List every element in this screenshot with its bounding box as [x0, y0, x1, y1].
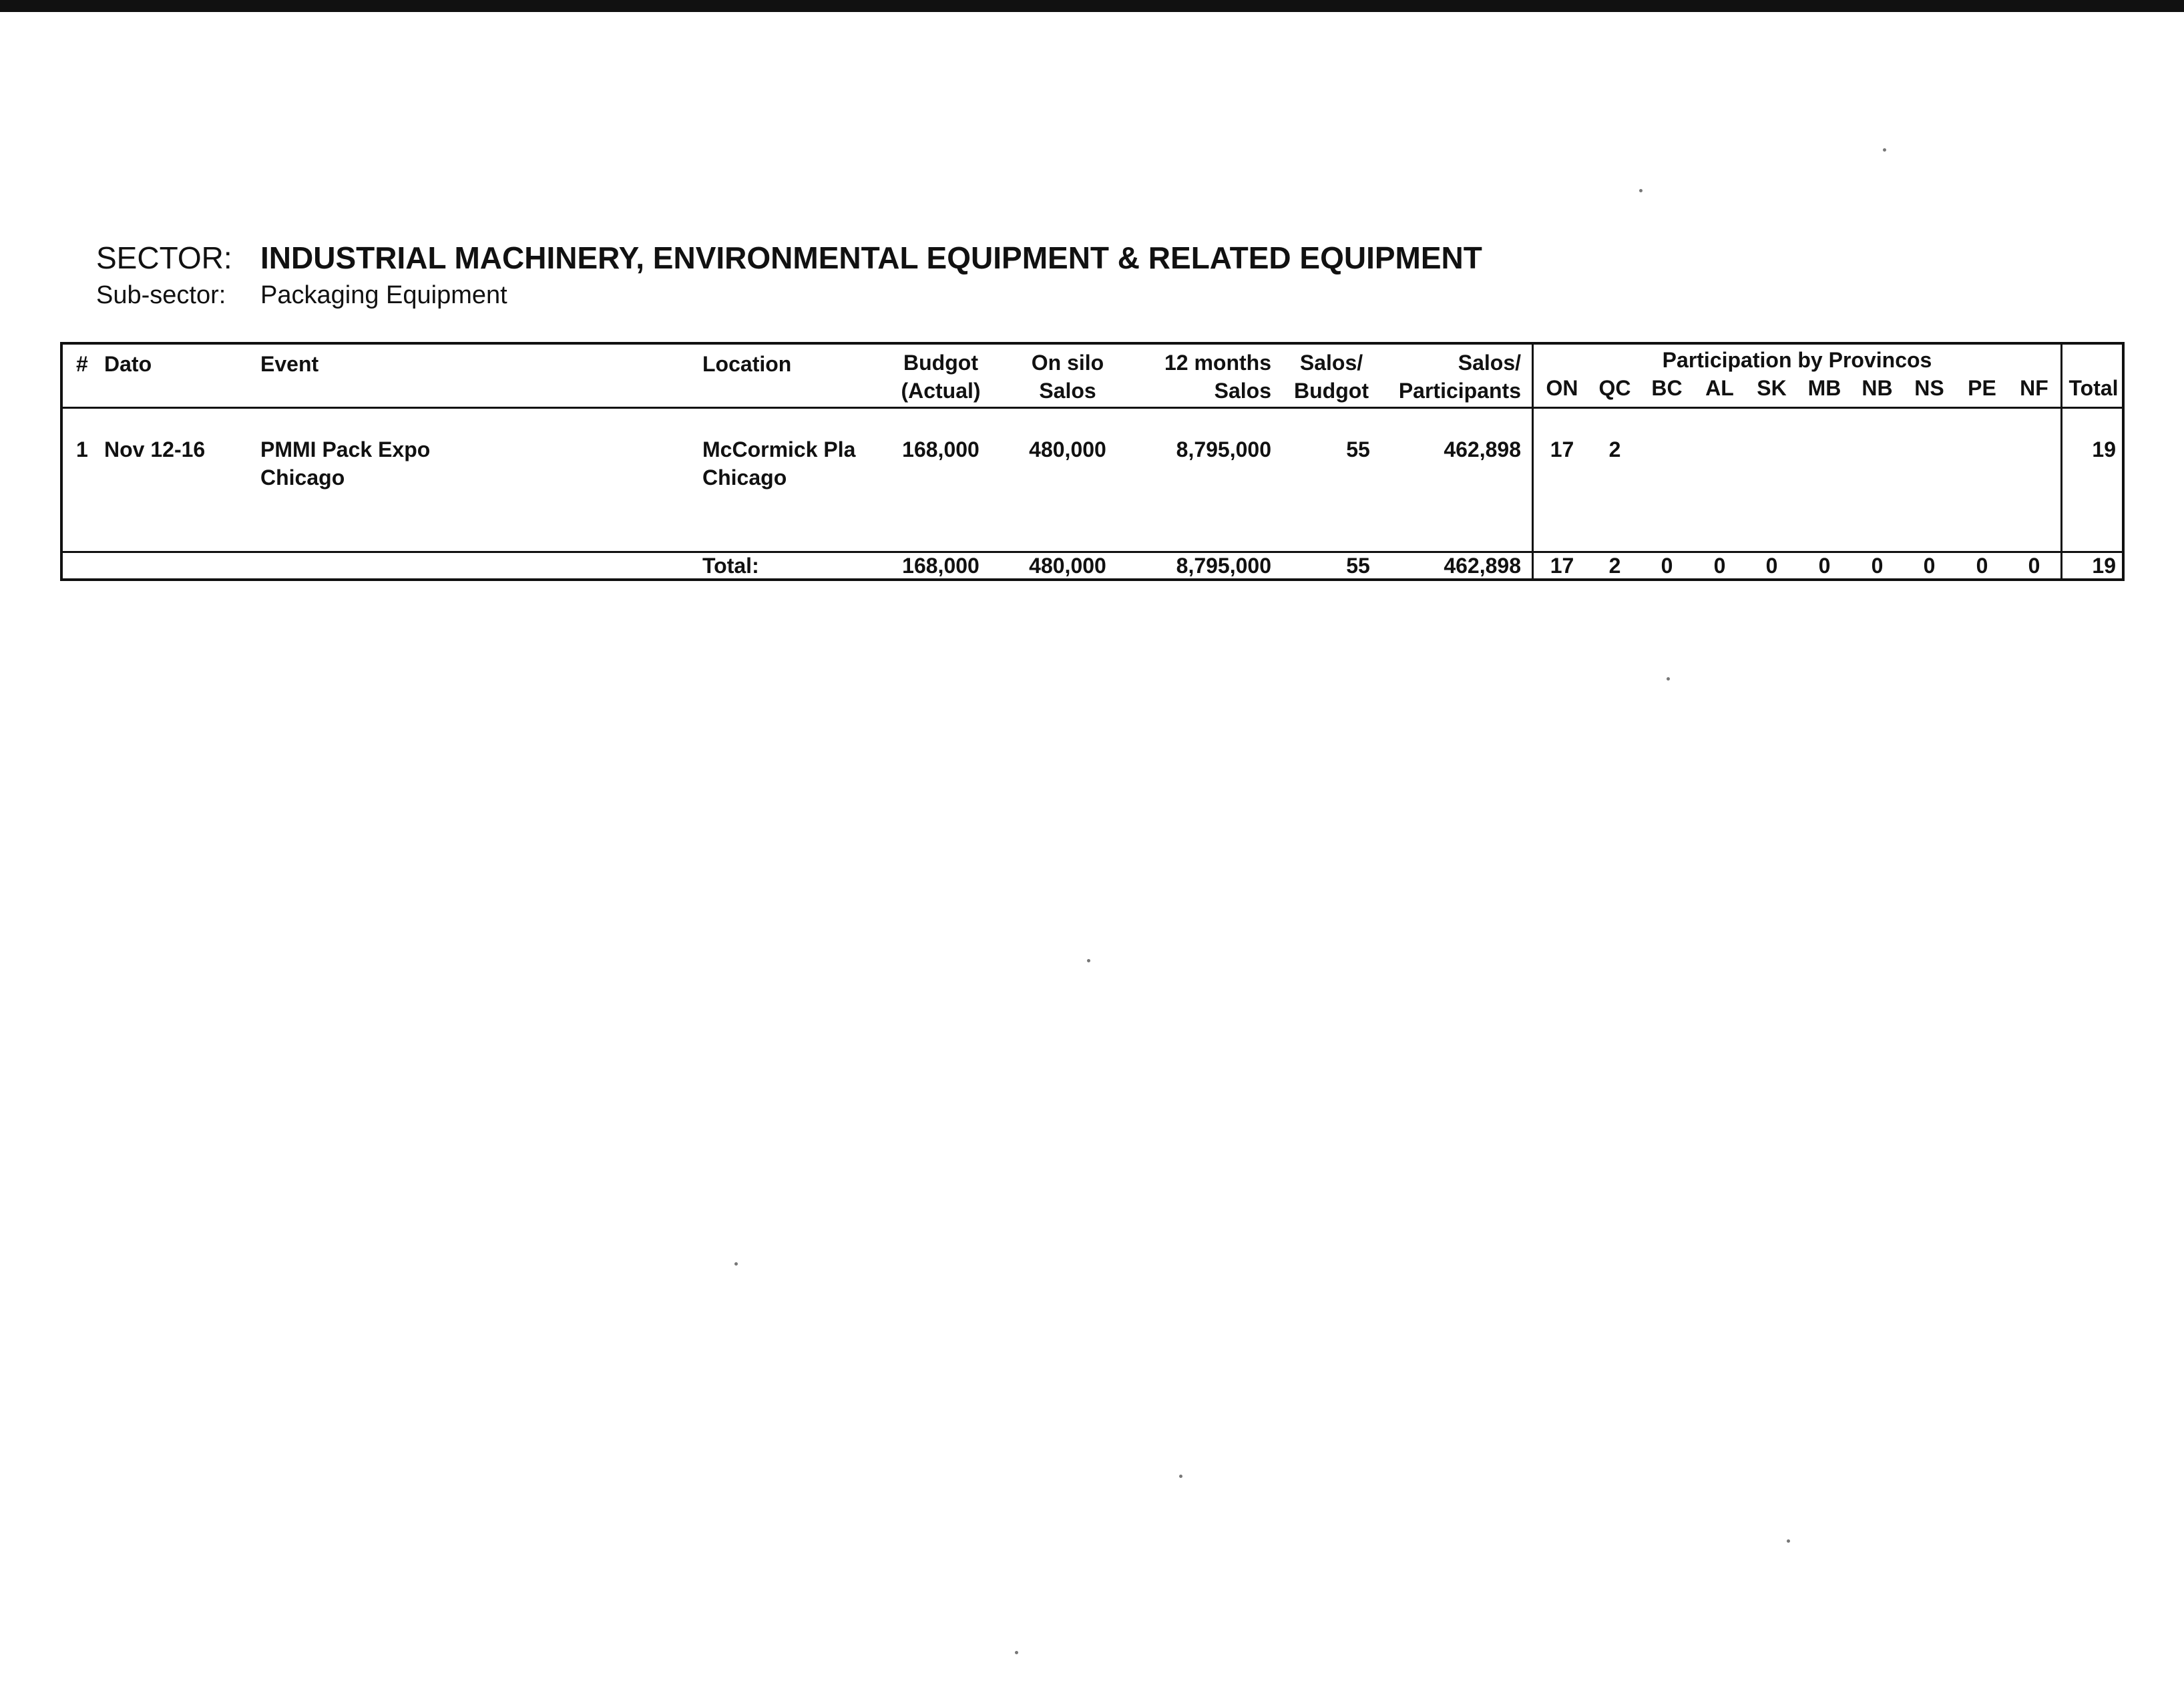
totals-sales-participants: 462,898 — [1444, 554, 1521, 578]
scan-speck — [1179, 1475, 1182, 1478]
totals-province-bc: 0 — [1661, 554, 1673, 578]
row-12-months-sales: 8,795,000 — [1176, 437, 1271, 461]
events-table — [60, 342, 2125, 581]
header-months-line2: Salos — [1214, 379, 1271, 403]
scan-speck — [1787, 1539, 1790, 1543]
header-sb-line2: Budgot — [1294, 379, 1369, 403]
scan-speck — [1667, 677, 1670, 681]
header-12-months-sales — [1124, 349, 1271, 405]
totals-total: 19 — [2092, 554, 2116, 578]
subsector-line — [96, 278, 1482, 313]
header-location: Location — [702, 352, 792, 376]
row-event — [260, 435, 430, 492]
totals-budget: 168,000 — [902, 554, 979, 578]
header-province-nf: NF — [2020, 376, 2048, 400]
header-budget — [884, 349, 998, 405]
row-event-line2: Chicago — [260, 465, 345, 490]
row-onsite-sales: 480,000 — [1029, 437, 1106, 461]
top-border-rule — [0, 0, 2184, 12]
row-total: 19 — [2092, 437, 2116, 461]
header-bottom-rule — [63, 407, 2122, 409]
row-location — [702, 435, 855, 492]
row-province-on: 17 — [1550, 437, 1574, 461]
header-province-pe: PE — [1968, 376, 1996, 400]
header-province-bc: BC — [1651, 376, 1683, 400]
row-location-line2: Chicago — [702, 465, 787, 490]
scan-speck — [1087, 959, 1090, 962]
header-province-nb: NB — [1862, 376, 1893, 400]
row-budget: 168,000 — [902, 437, 979, 461]
row-date: Nov 12-16 — [104, 437, 206, 461]
totals-province-qc: 2 — [1608, 554, 1621, 578]
header-event: Event — [260, 352, 319, 376]
header-sp-line1: Salos/ — [1458, 351, 1521, 375]
scan-speck — [734, 1262, 738, 1266]
header-province-mb: MB — [1807, 376, 1841, 400]
totals-province-nb: 0 — [1871, 554, 1884, 578]
scan-speck — [1015, 1651, 1018, 1654]
row-num: 1 — [76, 437, 88, 461]
participation-left-rule — [1532, 345, 1534, 578]
header-province-sk: SK — [1757, 376, 1787, 400]
totals-province-ns: 0 — [1923, 554, 1936, 578]
header-onsite-line1: On silo — [1031, 351, 1104, 375]
scan-speck — [1883, 148, 1886, 152]
header-date: Dato — [104, 352, 152, 376]
header-sp-line2: Participants — [1398, 379, 1521, 403]
header-participation-by-provinces: Participation by Provincos — [1662, 348, 1932, 372]
sector-value: INDUSTRIAL MACHINERY, ENVIRONMENTAL EQUIPMENT & RELATED EQUIPMENT — [260, 240, 1482, 275]
header-months-line1: 12 months — [1164, 351, 1271, 375]
totals-onsite-sales: 480,000 — [1029, 554, 1106, 578]
subsector-label: Sub-sector: — [96, 281, 226, 309]
header-province-on: ON — [1546, 376, 1578, 400]
totals-province-al: 0 — [1713, 554, 1726, 578]
totals-province-nf: 0 — [2028, 554, 2040, 578]
header-budget-line1: Budgot — [903, 351, 978, 375]
sector-line — [96, 239, 1482, 276]
header-province-qc: QC — [1598, 376, 1631, 400]
row-event-line1: PMMI Pack Expo — [260, 437, 431, 461]
row-sales-participants: 462,898 — [1444, 437, 1521, 461]
row-province-qc: 2 — [1608, 437, 1621, 461]
header-budget-line2: (Actual) — [901, 379, 981, 403]
header-sales-budget — [1285, 349, 1378, 405]
header-sales-participants — [1391, 349, 1521, 405]
scan-speck — [1639, 189, 1643, 192]
row-sales-budget: 55 — [1346, 437, 1370, 461]
totals-12-months-sales: 8,795,000 — [1176, 554, 1271, 578]
sector-label: SECTOR: — [96, 240, 232, 275]
report-heading — [96, 239, 1482, 313]
totals-province-pe: 0 — [1976, 554, 1988, 578]
header-total: Total — [2068, 376, 2119, 400]
header-province-al: AL — [1705, 376, 1734, 400]
totals-label: Total: — [702, 554, 759, 578]
header-sb-line1: Salos/ — [1299, 351, 1363, 375]
header-onsite-line2: Salos — [1039, 379, 1096, 403]
totals-sales-budget: 55 — [1346, 554, 1370, 578]
totals-province-sk: 0 — [1765, 554, 1778, 578]
header-province-ns: NS — [1914, 376, 1944, 400]
subsector-value: Packaging Equipment — [260, 281, 507, 309]
totals-province-mb: 0 — [1818, 554, 1831, 578]
header-onsite-sales — [1011, 349, 1124, 405]
totals-province-on: 17 — [1550, 554, 1574, 578]
header-num: # — [76, 352, 88, 376]
row-location-line1: McCormick Pla — [702, 437, 856, 461]
